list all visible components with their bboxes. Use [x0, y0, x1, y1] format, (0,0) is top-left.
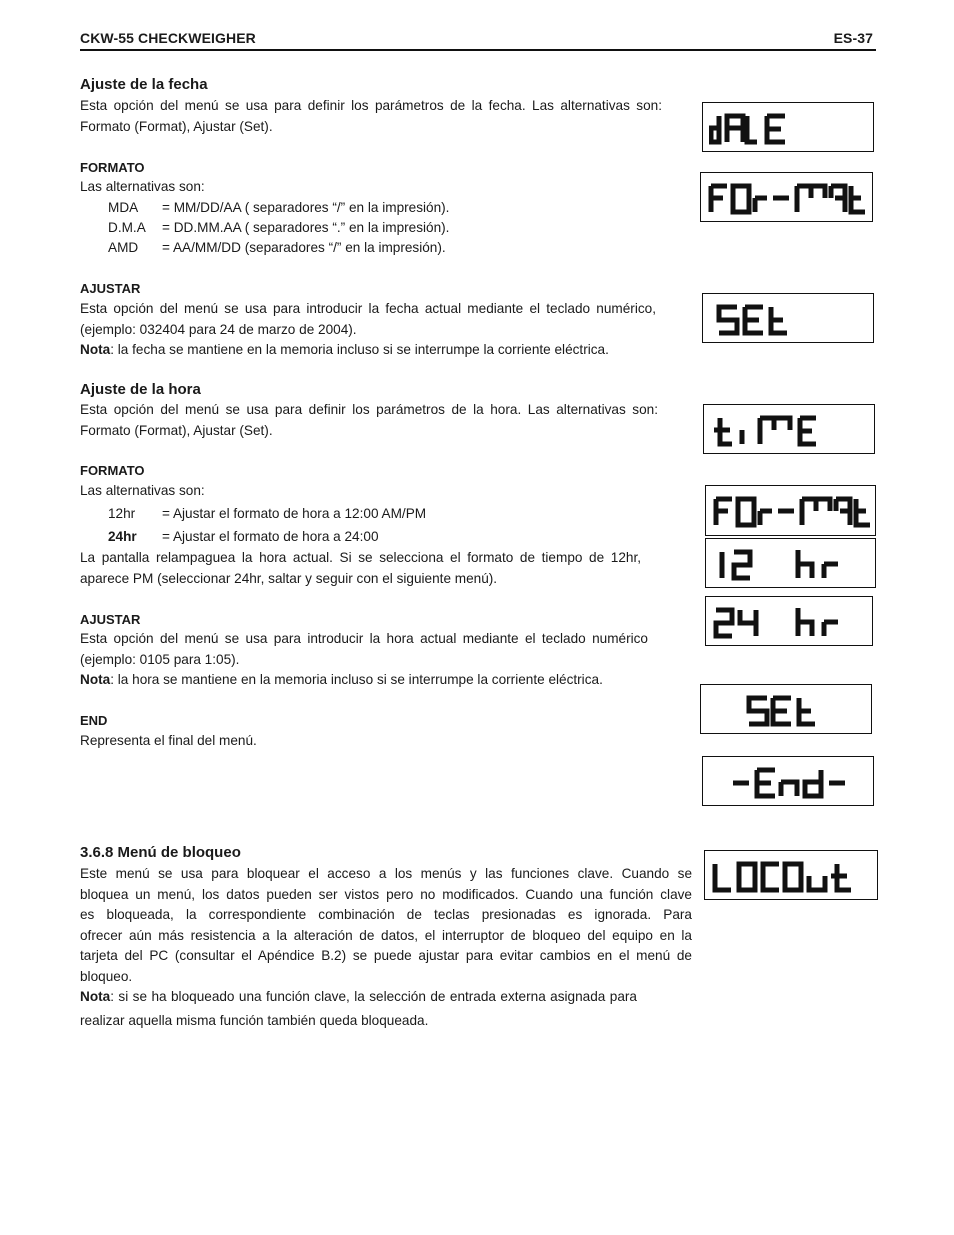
- segment-text-time: [710, 410, 870, 450]
- note-label: Nota: [80, 989, 111, 1004]
- lock-line: ofrecer aún más resistencia a la alteración de datos, el interruptor de bloqueo del equipo en la: [80, 927, 692, 943]
- header-rule: [80, 49, 876, 51]
- date-format-intro: Las alternativas son:: [80, 179, 205, 194]
- lcd-display-date: [702, 102, 874, 152]
- lock-line: es bloqueada, la correspondiente combinación de teclas presionadas es ignorada. Para: [80, 907, 692, 922]
- time-option-key: 12hr: [108, 506, 136, 521]
- time-option-desc: = Ajustar el formato de hora a 24:00: [162, 529, 379, 544]
- page-number: ES-37: [833, 30, 873, 46]
- lock-text: [80, 864, 692, 1031]
- time-intro-line-1: Esta opción del menú se usa para definir los parámetros de la hora. Las alternativas son:: [80, 402, 658, 417]
- segment-text-lockout: [711, 856, 873, 896]
- document-title: CKW-55 CHECKWEIGHER: [80, 30, 256, 46]
- lcd-display-set-date: [702, 293, 874, 343]
- date-option-desc: = MM/DD/AA ( separadores “/” en la impresión).: [162, 200, 450, 215]
- segment-text-end: [709, 762, 869, 802]
- lcd-display-format-date: [700, 172, 873, 222]
- date-intro-line-1: Esta opción del menú se usa para definir los parámetros de la fecha. Las alternativas son:: [80, 98, 662, 113]
- lock-line: bloquea un menú, los datos pueden ser vistos pero no modificados. Cuando una función clave: [80, 886, 692, 902]
- date-note-text: : la fecha se mantiene en la memoria incluso si se interrumpe la corriente eléctrica.: [110, 342, 609, 357]
- date-option-key: MDA: [108, 200, 139, 215]
- date-intro: [80, 96, 662, 137]
- date-intro-line-2: Formato (Format), Ajustar (Set).: [80, 118, 273, 134]
- time-flash-line-2: aparece PM (seleccionar 24hr, saltar y seguir con el siguiente menú).: [80, 570, 498, 586]
- end-text: Representa el final del menú.: [80, 733, 257, 748]
- section-heading-time: Ajuste de la hora: [80, 381, 201, 398]
- section-heading-lock: 3.6.8 Menú de bloqueo: [80, 844, 241, 861]
- note-label: Nota: [80, 342, 111, 357]
- time-format-intro: Las alternativas son:: [80, 483, 205, 498]
- date-set-heading: AJUSTAR: [80, 281, 141, 296]
- date-option-desc: = DD.MM.AA ( separadores “.” en la impresión).: [162, 220, 450, 235]
- end-heading: END: [80, 713, 108, 728]
- lcd-display-set-time: [700, 684, 872, 734]
- date-option-key: D.M.A: [108, 220, 146, 235]
- segment-text-set-time: [707, 690, 867, 730]
- lcd-display-12hr: [705, 538, 876, 588]
- time-option-desc: = Ajustar el formato de hora a 12:00 AM/PM: [162, 506, 427, 521]
- segment-text-format-date: [707, 178, 869, 218]
- time-format-heading: FORMATO: [80, 463, 145, 478]
- lcd-display-format-time: [705, 485, 876, 536]
- segment-text-set-date: [709, 299, 869, 339]
- time-set-heading: AJUSTAR: [80, 612, 141, 627]
- lock-note-line-1: : si se ha bloqueado una función clave, la selección de entrada externa asignada para: [110, 989, 637, 1004]
- lcd-display-end: [702, 756, 874, 806]
- date-set-line-1: Esta opción del menú se usa para introducir la fecha actual mediante el teclado numérico,: [80, 301, 656, 316]
- time-flash-text: [80, 548, 641, 589]
- lock-line: bloqueo.: [80, 968, 133, 984]
- segment-text-12hr: [712, 544, 872, 584]
- segment-text-24hr: [712, 602, 870, 642]
- lcd-display-lockout: [704, 850, 878, 900]
- note-label: Nota: [80, 672, 111, 687]
- time-flash-line-1: La pantalla relampaguea la hora actual. Si se selecciona el formato de tiempo de 12hr,: [80, 550, 641, 565]
- lock-note-line-2: realizar aquella misma función también queda bloqueada.: [80, 1012, 429, 1028]
- time-intro-line-2: Formato (Format), Ajustar (Set).: [80, 422, 273, 438]
- time-set-line-1: Esta opción del menú se usa para introducir la hora actual mediante el teclado numérico: [80, 631, 648, 646]
- lock-line: Este menú se usa para bloquear el acceso a los menús y las funciones clave. Cuando se: [80, 866, 692, 881]
- time-note-text: : la hora se mantiene en la memoria incluso si se interrumpe la corriente eléctrica.: [110, 672, 603, 687]
- lock-line: tarjeta del PC (consultar el Apéndice B.2) se puede ajustar para evitar cambios en el menú de: [80, 948, 692, 963]
- date-set-text: [80, 299, 656, 361]
- date-option-key: AMD: [108, 240, 139, 255]
- segment-text-date: [709, 108, 869, 148]
- lcd-display-time: [703, 404, 875, 454]
- time-set-text: [80, 629, 648, 691]
- date-format-heading: FORMATO: [80, 160, 145, 175]
- lcd-display-24hr: [705, 596, 873, 646]
- section-heading-date: Ajuste de la fecha: [80, 76, 208, 93]
- date-set-line-2: (ejemplo: 032404 para 24 de marzo de 2004).: [80, 321, 357, 337]
- date-option-desc: = AA/MM/DD (separadores “/” en la impresión).: [162, 240, 446, 255]
- segment-text-format-time: [712, 491, 872, 531]
- time-set-line-2: (ejemplo: 0105 para 1:05).: [80, 651, 240, 667]
- time-intro: [80, 400, 658, 441]
- time-option-key: 24hr: [108, 529, 137, 544]
